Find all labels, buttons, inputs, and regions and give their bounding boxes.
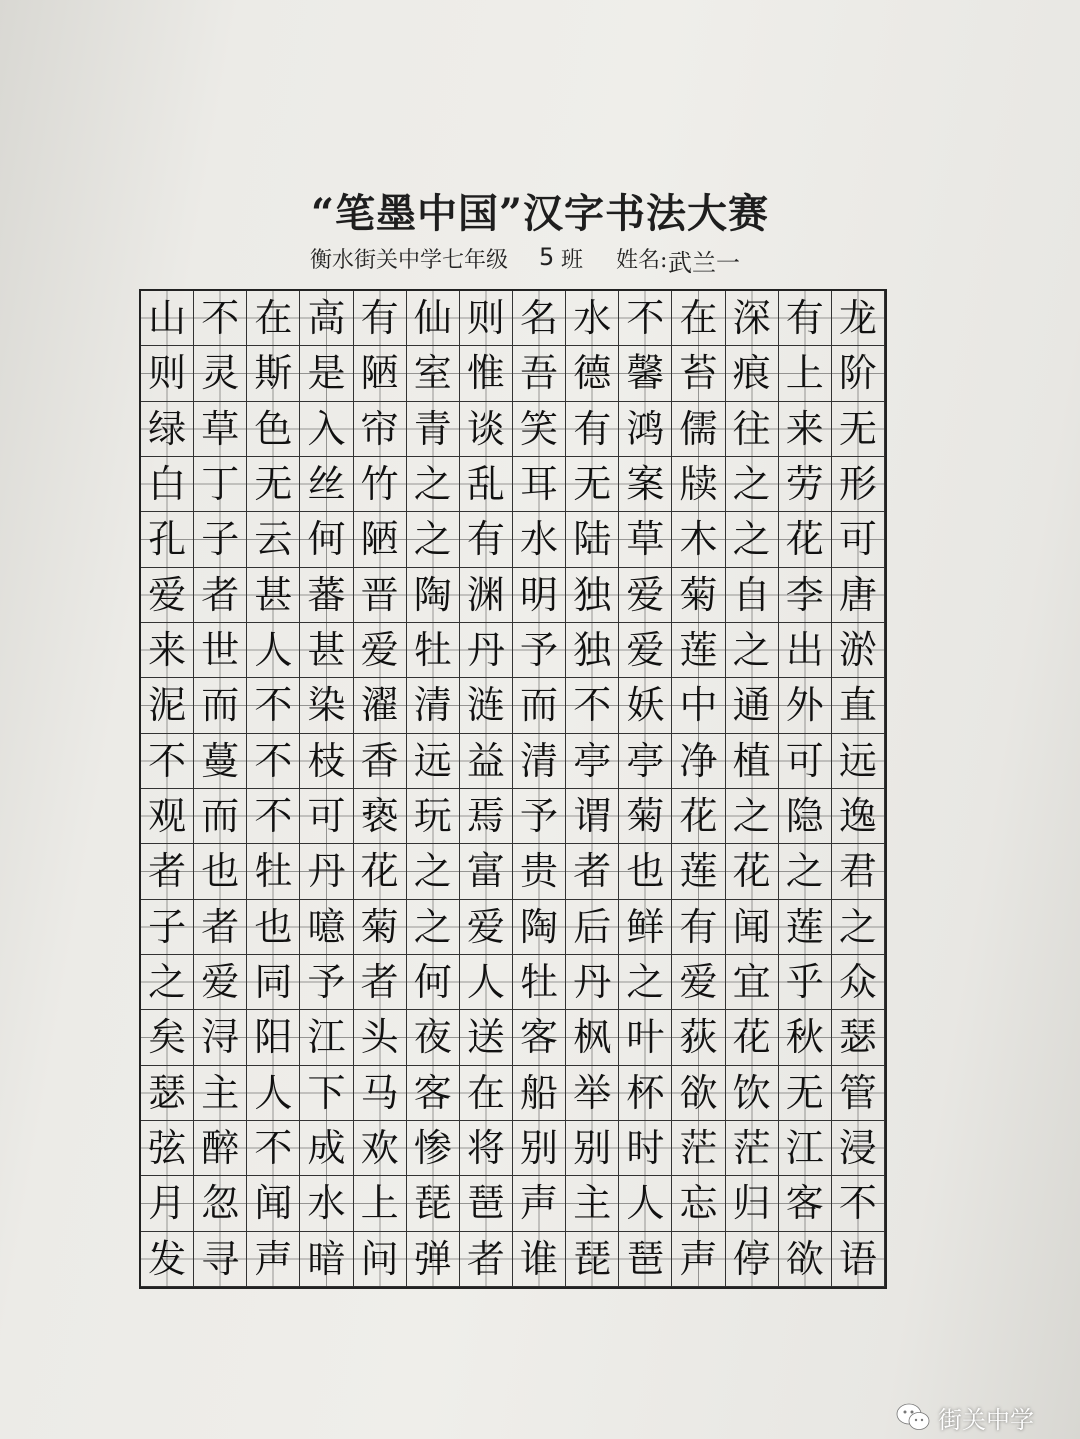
grid-cell: 中 [672, 678, 725, 733]
grid-cell: 闻 [247, 1176, 300, 1231]
grid-cell: 水 [566, 291, 619, 346]
grid-cell: 之 [407, 844, 460, 899]
grid-cell: 不 [194, 291, 247, 346]
grid-cell: 香 [354, 734, 407, 789]
grid-cell: 寻 [194, 1232, 247, 1287]
grid-cell: 乱 [460, 457, 513, 512]
grid-cell: 者 [460, 1232, 513, 1287]
grid-cell: 惨 [407, 1121, 460, 1176]
grid-cell: 上 [354, 1176, 407, 1231]
grid-cell: 妖 [619, 678, 672, 733]
grid-cell: 陶 [513, 900, 566, 955]
grid-cell: 鲜 [619, 900, 672, 955]
grid-cell: 名 [513, 291, 566, 346]
grid-cell: 人 [247, 623, 300, 678]
grid-cell: 晋 [354, 568, 407, 623]
grid-cell: 月 [141, 1176, 194, 1231]
grid-cell: 牍 [672, 457, 725, 512]
grid-cell: 之 [407, 512, 460, 567]
grid-cell: 丝 [300, 457, 353, 512]
grid-cell: 入 [300, 402, 353, 457]
grid-cell: 阳 [247, 1010, 300, 1065]
grid-cell: 后 [566, 900, 619, 955]
grid-cell: 案 [619, 457, 672, 512]
grid-cell: 苔 [672, 346, 725, 401]
grid-cell: 予 [513, 789, 566, 844]
grid-cell: 花 [779, 512, 832, 567]
grid-cell: 夜 [407, 1010, 460, 1065]
grid-cell: 龙 [832, 291, 885, 346]
grid-cell: 声 [513, 1176, 566, 1231]
grid-cell: 醉 [194, 1121, 247, 1176]
grid-cell: 有 [779, 291, 832, 346]
wechat-icon [896, 1403, 930, 1431]
grid-cell: 之 [407, 900, 460, 955]
grid-cell: 上 [779, 346, 832, 401]
grid-cell: 是 [300, 346, 353, 401]
grid-cell: 无 [566, 457, 619, 512]
grid-cell: 爱 [354, 623, 407, 678]
grid-cell: 牡 [513, 955, 566, 1010]
grid-cell: 子 [194, 512, 247, 567]
grid-cell: 欢 [354, 1121, 407, 1176]
grid-cell: 白 [141, 457, 194, 512]
grid-cell: 李 [779, 568, 832, 623]
grid-cell: 牡 [247, 844, 300, 899]
grid-cell: 乎 [779, 955, 832, 1010]
grid-cell: 清 [407, 678, 460, 733]
watermark [896, 1397, 1034, 1437]
grid-cell: 陶 [407, 568, 460, 623]
grid-cell: 也 [194, 844, 247, 899]
grid-cell: 斯 [247, 346, 300, 401]
grid-cell: 者 [141, 844, 194, 899]
grid-cell: 蔓 [194, 734, 247, 789]
grid-cell: 君 [832, 844, 885, 899]
grid-cell: 花 [354, 844, 407, 899]
grid-cell: 鸿 [619, 402, 672, 457]
grid-cell: 之 [726, 789, 779, 844]
grid-cell: 草 [619, 512, 672, 567]
grid-cell: 子 [141, 900, 194, 955]
grid-cell: 饮 [726, 1066, 779, 1121]
grid-cell: 净 [672, 734, 725, 789]
grid-cell: 笑 [513, 402, 566, 457]
grid-cell: 莲 [779, 900, 832, 955]
grid-cell: 无 [247, 457, 300, 512]
grid-cell: 陋 [354, 512, 407, 567]
grid-cell: 竹 [354, 457, 407, 512]
grid-cell: 牡 [407, 623, 460, 678]
grid-cell: 形 [832, 457, 885, 512]
grid-cell: 出 [779, 623, 832, 678]
grid-cell: 山 [141, 291, 194, 346]
grid-cell: 陋 [354, 346, 407, 401]
grid-cell: 菊 [354, 900, 407, 955]
grid-cell: 予 [300, 955, 353, 1010]
grid-cell: 船 [513, 1066, 566, 1121]
grid-cell: 爱 [460, 900, 513, 955]
grid-cell: 不 [247, 789, 300, 844]
grid-cell: 富 [460, 844, 513, 899]
grid-cell: 孔 [141, 512, 194, 567]
grid-cell: 也 [247, 900, 300, 955]
grid-cell: 吾 [513, 346, 566, 401]
grid-cell: 宜 [726, 955, 779, 1010]
grid-cell: 涟 [460, 678, 513, 733]
grid-cell: 声 [247, 1232, 300, 1287]
grid-cell: 噫 [300, 900, 353, 955]
grid-cell: 马 [354, 1066, 407, 1121]
grid-cell: 花 [672, 789, 725, 844]
grid-cell: 弹 [407, 1232, 460, 1287]
grid-cell: 举 [566, 1066, 619, 1121]
grid-cell: 琵 [407, 1176, 460, 1231]
grid-cell: 不 [141, 734, 194, 789]
grid-cell: 江 [300, 1010, 353, 1065]
grid-cell: 爱 [619, 623, 672, 678]
grid-cell: 青 [407, 402, 460, 457]
school-class-label: 衡水街关中学七年级 [310, 248, 509, 273]
grid-cell: 成 [300, 1121, 353, 1176]
grid-cell: 归 [726, 1176, 779, 1231]
grid-cell: 绿 [141, 402, 194, 457]
grid-cell: 同 [247, 955, 300, 1010]
grid-cell: 何 [300, 512, 353, 567]
grid-cell: 则 [460, 291, 513, 346]
grid-cell: 之 [619, 955, 672, 1010]
grid-cell: 可 [832, 512, 885, 567]
grid-cell: 茫 [672, 1121, 725, 1176]
grid-cell: 亭 [619, 734, 672, 789]
grid-cell: 灵 [194, 346, 247, 401]
grid-cell: 直 [832, 678, 885, 733]
grid-cell: 欲 [672, 1066, 725, 1121]
grid-cell: 爱 [141, 568, 194, 623]
grid-cell: 发 [141, 1232, 194, 1287]
grid-cell: 之 [779, 844, 832, 899]
grid-cell: 丁 [194, 457, 247, 512]
grid-cell: 而 [194, 789, 247, 844]
grid-cell: 不 [247, 1121, 300, 1176]
grid-cell: 主 [566, 1176, 619, 1231]
grid-cell: 者 [354, 955, 407, 1010]
grid-cell: 矣 [141, 1010, 194, 1065]
grid-cell: 者 [194, 568, 247, 623]
grid-cell: 惟 [460, 346, 513, 401]
grid-cell: 花 [726, 1010, 779, 1065]
grid-cell: 水 [300, 1176, 353, 1231]
grid-cell: 逸 [832, 789, 885, 844]
grid-cell: 有 [672, 900, 725, 955]
student-info-line [310, 243, 830, 277]
grid-cell: 琶 [619, 1232, 672, 1287]
grid-cell: 劳 [779, 457, 832, 512]
grid-cell: 别 [566, 1121, 619, 1176]
grid-cell: 甚 [247, 568, 300, 623]
class-number: 5 [539, 243, 555, 271]
watermark-text: 街关中学 [938, 1405, 1034, 1434]
grid-cell: 来 [141, 623, 194, 678]
grid-cell: 植 [726, 734, 779, 789]
grid-cell: 闻 [726, 900, 779, 955]
grid-cell: 枫 [566, 1010, 619, 1065]
grid-cell: 自 [726, 568, 779, 623]
grid-cell: 谁 [513, 1232, 566, 1287]
grid-cell: 客 [407, 1066, 460, 1121]
grid-cell: 云 [247, 512, 300, 567]
grid-cell: 主 [194, 1066, 247, 1121]
grid-cell: 不 [247, 734, 300, 789]
grid-cell: 渊 [460, 568, 513, 623]
grid-cell: 不 [619, 291, 672, 346]
page-title: “笔墨中国”汉字书法大赛 [310, 190, 769, 237]
grid-cell: 玩 [407, 789, 460, 844]
grid-cell: 而 [194, 678, 247, 733]
grid-cell: 馨 [619, 346, 672, 401]
grid-cell: 有 [566, 402, 619, 457]
grid-cell: 人 [247, 1066, 300, 1121]
grid-cell: 别 [513, 1121, 566, 1176]
grid-cell: 暗 [300, 1232, 353, 1287]
grid-cell: 予 [513, 623, 566, 678]
grid-cell: 深 [726, 291, 779, 346]
grid-cell: 下 [300, 1066, 353, 1121]
grid-cell: 不 [247, 678, 300, 733]
grid-cell: 焉 [460, 789, 513, 844]
grid-cell: 室 [407, 346, 460, 401]
grid-cell: 秋 [779, 1010, 832, 1065]
grid-cell: 亭 [566, 734, 619, 789]
grid-cell: 欲 [779, 1232, 832, 1287]
grid-cell: 客 [779, 1176, 832, 1231]
grid-cell: 者 [194, 900, 247, 955]
grid-cell: 外 [779, 678, 832, 733]
grid-cell: 人 [619, 1176, 672, 1231]
grid-cell: 无 [832, 402, 885, 457]
grid-cell: 有 [460, 512, 513, 567]
name-label: 姓名: [616, 248, 668, 273]
grid-cell: 弦 [141, 1121, 194, 1176]
grid-cell: 阶 [832, 346, 885, 401]
grid-cell: 何 [407, 955, 460, 1010]
grid-cell: 忽 [194, 1176, 247, 1231]
grid-cell: 菊 [672, 568, 725, 623]
grid-cell: 痕 [726, 346, 779, 401]
grid-cell: 色 [247, 402, 300, 457]
grid-cell: 耳 [513, 457, 566, 512]
grid-cell: 不 [832, 1176, 885, 1231]
grid-cell: 丹 [566, 955, 619, 1010]
grid-cell: 将 [460, 1121, 513, 1176]
grid-cell: 丹 [300, 844, 353, 899]
grid-cell: 隐 [779, 789, 832, 844]
grid-cell: 之 [141, 955, 194, 1010]
grid-cell: 琶 [460, 1176, 513, 1231]
grid-cell: 谓 [566, 789, 619, 844]
grid-cell: 语 [832, 1232, 885, 1287]
grid-cell: 可 [779, 734, 832, 789]
grid-cell: 世 [194, 623, 247, 678]
grid-cell: 陆 [566, 512, 619, 567]
grid-cell: 木 [672, 512, 725, 567]
grid-cell: 唐 [832, 568, 885, 623]
grid-cell: 茫 [726, 1121, 779, 1176]
grid-cell: 浔 [194, 1010, 247, 1065]
grid-cell: 众 [832, 955, 885, 1010]
grid-cell: 之 [726, 512, 779, 567]
grid-cell: 在 [247, 291, 300, 346]
grid-cell: 谈 [460, 402, 513, 457]
grid-cell: 杯 [619, 1066, 672, 1121]
grid-cell: 时 [619, 1121, 672, 1176]
grid-cell: 爱 [672, 955, 725, 1010]
grid-cell: 通 [726, 678, 779, 733]
student-name: 武兰一 [668, 249, 740, 277]
grid-cell: 在 [460, 1066, 513, 1121]
grid-cell: 甚 [300, 623, 353, 678]
grid-cell: 蕃 [300, 568, 353, 623]
grid-cell: 可 [300, 789, 353, 844]
grid-cell: 高 [300, 291, 353, 346]
grid-cell: 在 [672, 291, 725, 346]
grid-cell: 瑟 [141, 1066, 194, 1121]
grid-cell: 明 [513, 568, 566, 623]
grid-cell: 头 [354, 1010, 407, 1065]
grid-cell: 染 [300, 678, 353, 733]
grid-cell: 问 [354, 1232, 407, 1287]
grid-cell: 往 [726, 402, 779, 457]
grid-cell: 爱 [194, 955, 247, 1010]
grid-cell: 莲 [672, 844, 725, 899]
grid-cell: 德 [566, 346, 619, 401]
grid-cell: 琵 [566, 1232, 619, 1287]
grid-cell: 丹 [460, 623, 513, 678]
grid-cell: 帘 [354, 402, 407, 457]
grid-cell: 草 [194, 402, 247, 457]
grid-cell: 观 [141, 789, 194, 844]
grid-cell: 人 [460, 955, 513, 1010]
grid-cell: 濯 [354, 678, 407, 733]
grid-cell: 也 [619, 844, 672, 899]
grid-cell: 送 [460, 1010, 513, 1065]
grid-cell: 远 [832, 734, 885, 789]
grid-cell: 泥 [141, 678, 194, 733]
grid-cell: 独 [566, 623, 619, 678]
grid-cell: 远 [407, 734, 460, 789]
grid-cell: 而 [513, 678, 566, 733]
grid-cell: 莲 [672, 623, 725, 678]
grid-cell: 之 [832, 900, 885, 955]
grid-cell: 来 [779, 402, 832, 457]
grid-cell: 江 [779, 1121, 832, 1176]
grid-cell: 之 [726, 623, 779, 678]
grid-cell: 者 [566, 844, 619, 899]
grid-cell: 管 [832, 1066, 885, 1121]
grid-cell: 水 [513, 512, 566, 567]
grid-cell: 之 [726, 457, 779, 512]
grid-cell: 菊 [619, 789, 672, 844]
grid-cell: 淤 [832, 623, 885, 678]
grid-cell: 荻 [672, 1010, 725, 1065]
grid-cell: 仙 [407, 291, 460, 346]
grid-cell: 瑟 [832, 1010, 885, 1065]
grid-cell: 亵 [354, 789, 407, 844]
grid-cell: 之 [407, 457, 460, 512]
grid-cell: 叶 [619, 1010, 672, 1065]
grid-cell: 客 [513, 1010, 566, 1065]
grid-cell: 儒 [672, 402, 725, 457]
grid-cell: 停 [726, 1232, 779, 1287]
grid-cell: 益 [460, 734, 513, 789]
grid-cell: 独 [566, 568, 619, 623]
grid-cell: 爱 [619, 568, 672, 623]
grid-cell: 不 [566, 678, 619, 733]
grid-cell: 忘 [672, 1176, 725, 1231]
grid-cell: 清 [513, 734, 566, 789]
grid-cell: 声 [672, 1232, 725, 1287]
grid-cell: 浸 [832, 1121, 885, 1176]
grid-cell: 有 [354, 291, 407, 346]
grid-cell: 则 [141, 346, 194, 401]
grid-cell: 无 [779, 1066, 832, 1121]
class-suffix: 班 [561, 248, 584, 273]
grid-cell: 贵 [513, 844, 566, 899]
calligraphy-grid [139, 289, 887, 1289]
grid-cell: 花 [726, 844, 779, 899]
grid-cell: 枝 [300, 734, 353, 789]
